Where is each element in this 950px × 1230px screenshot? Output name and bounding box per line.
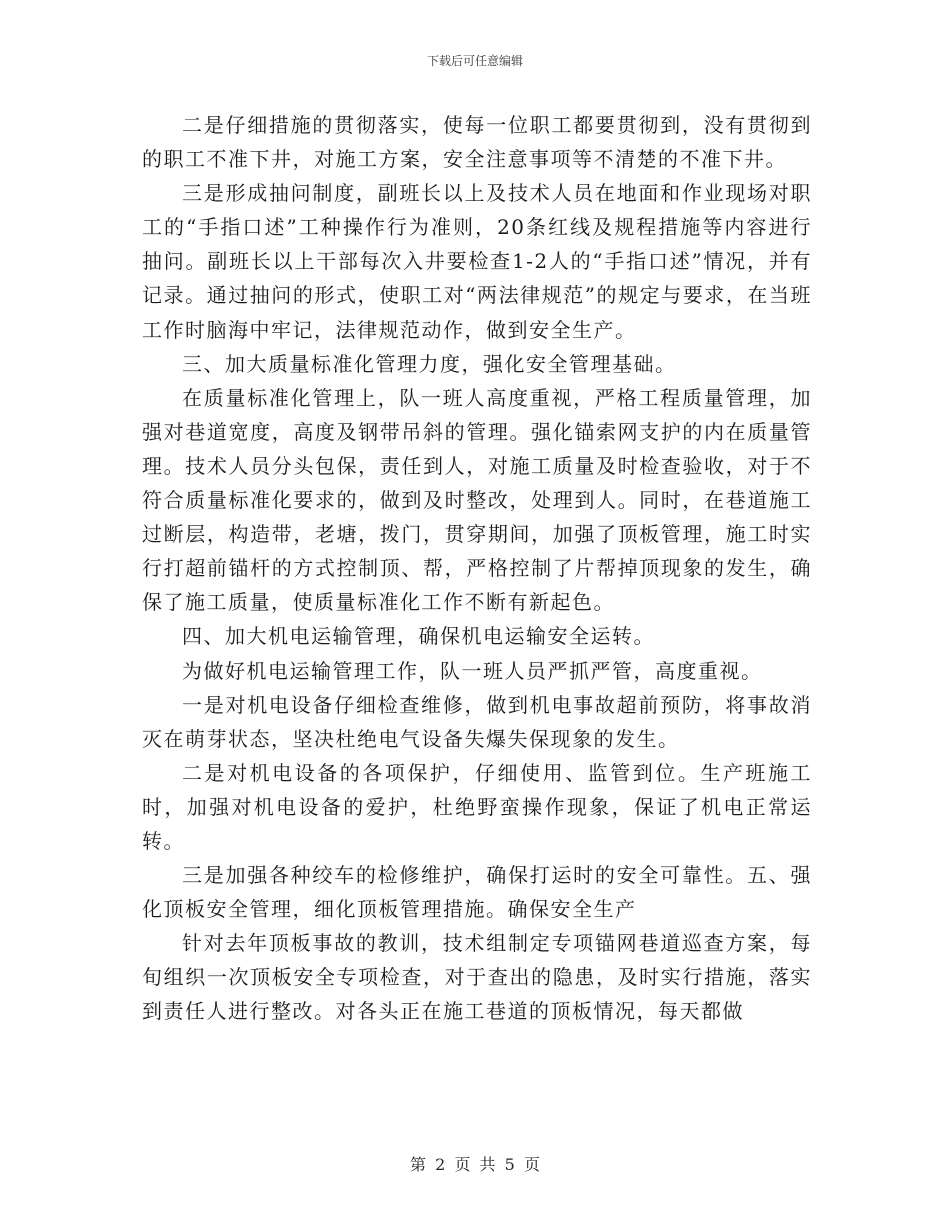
- total-page-count: 5: [504, 1155, 515, 1174]
- current-page-number: 2: [435, 1155, 446, 1174]
- document-body: [142, 108, 812, 1029]
- paragraph: 三是加强各种绞车的检修维护，确保打运时的安全可靠性。五、强化顶板安全管理，细化顶板管理措施。确保安全生产: [142, 863, 812, 922]
- paragraph: 二是对机电设备的各项保护，仔细使用、监管到位。生产班施工时，加强对机电设备的爱护，杜绝野蛮操作现象，保证了机电正常运转。: [142, 760, 812, 853]
- paragraph: 一是对机电设备仔细检查维修，做到机电事故超前预防，将事故消灭在萌芽状态，坚决杜绝电气设备失爆失保现象的发生。: [142, 692, 812, 751]
- paragraph: 在质量标准化管理上，队一班人高度重视，严格工程质量管理，加强对巷道宽度，高度及钢带吊斜的管理。强化锚索网支护的内在质量管理。技术人员分头包保，责任到人，对施工质量及时检查验收，对于不符合质量标准化要求的，做到及时整改，处理到人。同时，在巷道施工过断层，构造带，老塘，拨门，贯穿期间，加强了顶板管理，施工时实行打超前锚杆的方式控制顶、帮，严格控制了片帮掉顶现象的发生，确保了施工质量，使质量标准化工作不断有新起色。: [142, 385, 812, 615]
- section-heading: 四、加大机电运输管理，确保机电运输安全运转。: [182, 624, 655, 649]
- paragraph: 三是形成抽问制度，副班长以上及技术人员在地面和作业现场对职工的“手指口述”工种操作行为准则，20条红线及规程措施等内容进行抽问。副班长以上干部每次入井要检查1-2人的“手指口述”情况，并有记录。通过抽问的形式，使职工对“两法律规范”的规定与要求，在当班工作时脑海中牢记，法律规范动作，做到安全生产。: [142, 181, 812, 342]
- page-header: 下载后可任意编辑: [426, 54, 523, 68]
- footer-total-prefix: 共: [479, 1155, 496, 1174]
- paragraph: 针对去年顶板事故的教训，技术组制定专项锚网巷道巡查方案，每旬组织一次顶板安全专项检查，对于查出的隐患，及时实行措施，落实到责任人进行整改。对各头正在施工巷道的顶板情况，每天都做: [142, 931, 812, 1024]
- footer-prefix: 第: [410, 1155, 427, 1174]
- paragraph: 为做好机电运输管理工作，队一班人员严抓严管，高度重视。: [182, 658, 763, 683]
- footer-page-unit: 页: [454, 1155, 471, 1174]
- page-footer: [0, 1152, 950, 1175]
- paragraph: 二是仔细措施的贯彻落实，使每一位职工都要贯彻到，没有贯彻到的职工不准下井，对施工方案，安全注意事项等不清楚的不准下井。: [142, 113, 812, 172]
- footer-total-unit: 页: [523, 1155, 540, 1174]
- section-heading: 三、加大质量标准化管理力度，强化安全管理基础。: [182, 351, 677, 376]
